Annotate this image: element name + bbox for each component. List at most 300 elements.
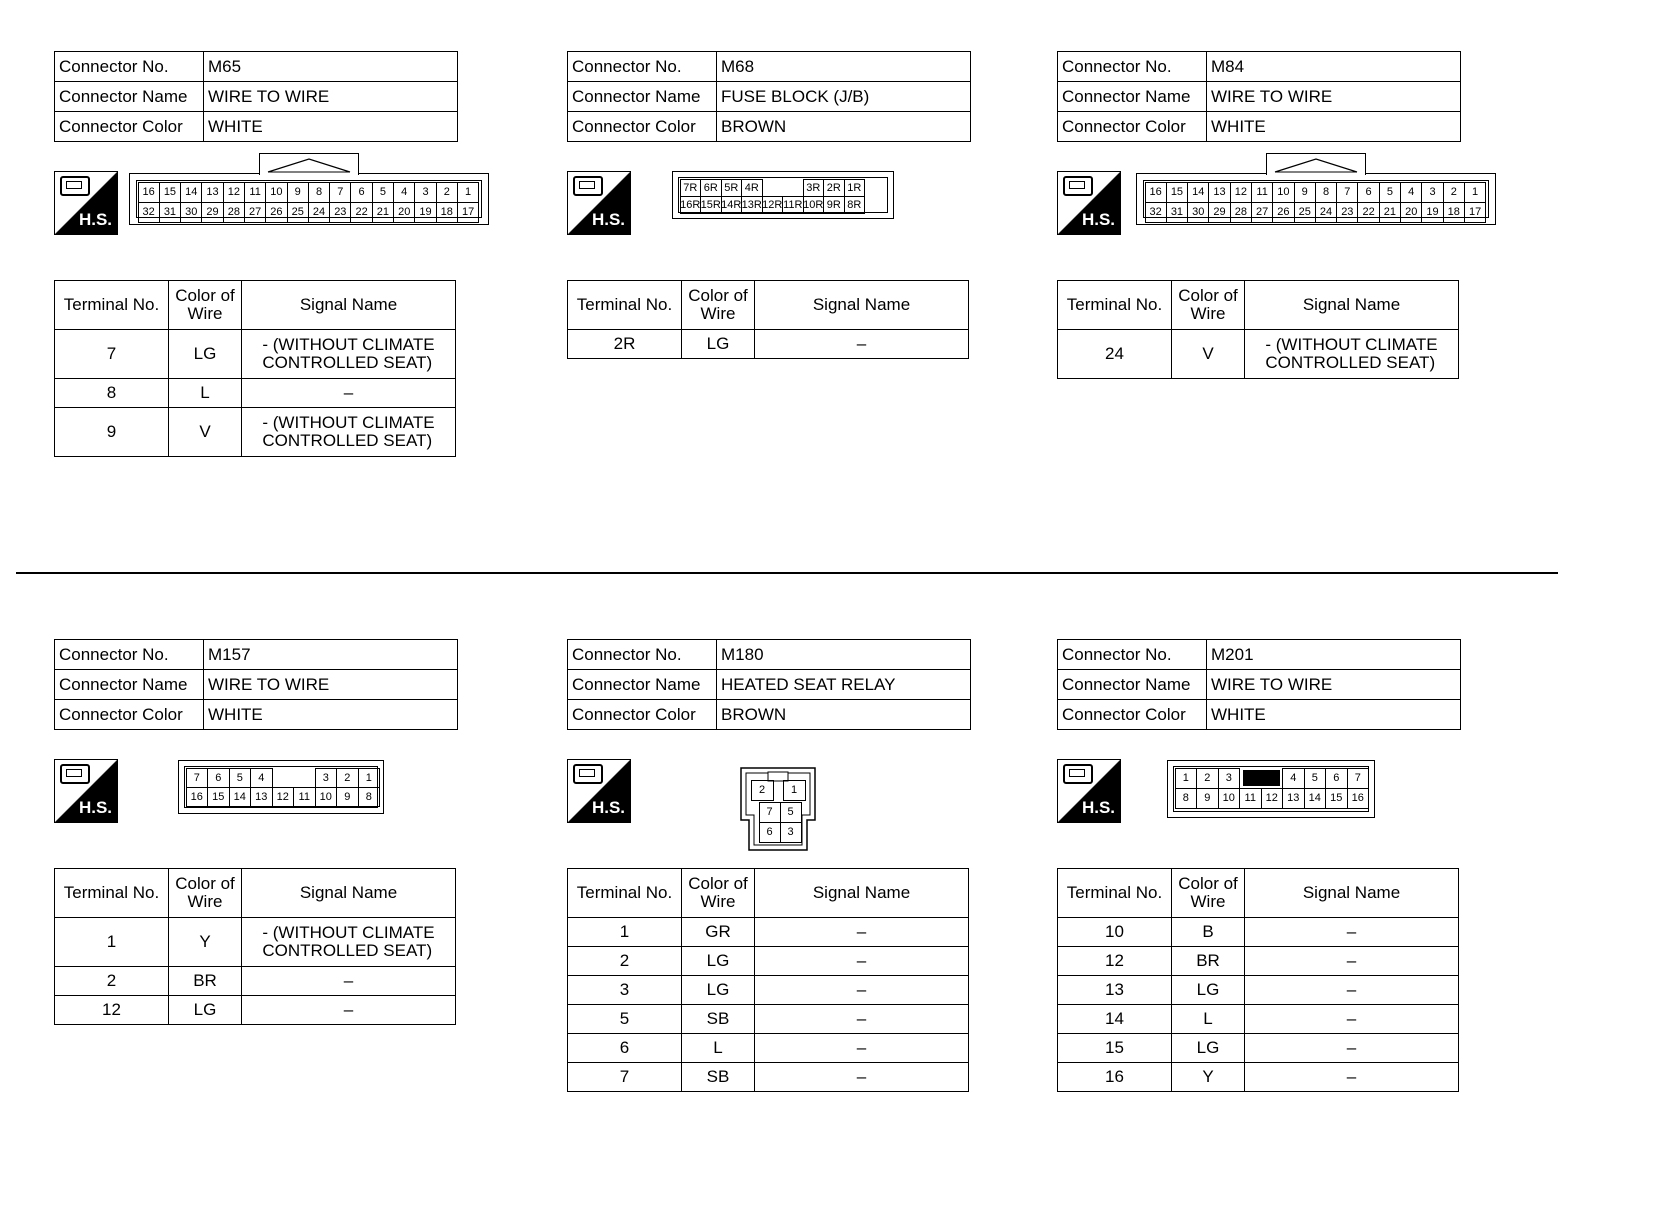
signal-name-header: Signal Name	[1245, 869, 1459, 918]
pin-cell: 18	[436, 202, 458, 223]
terminal-no-header: Terminal No.	[55, 281, 169, 330]
pin-cell: 9	[336, 787, 359, 807]
connector-name-value: FUSE BLOCK (J/B)	[717, 82, 971, 112]
info-row	[568, 52, 971, 82]
connector-name-value: WIRE TO WIRE	[1207, 670, 1461, 700]
pin-cell: 26	[1272, 202, 1294, 223]
pin-cell: 2	[1196, 768, 1219, 789]
connector-color-value: WHITE	[204, 112, 458, 142]
pin-cell: 4	[1400, 182, 1422, 203]
table-row	[1058, 918, 1459, 947]
pin-cell: 9	[1196, 788, 1219, 809]
connector-block-m180	[567, 639, 977, 1086]
signal-name-text	[857, 1010, 866, 1028]
pin-cell: 10	[1272, 182, 1294, 203]
signal-name-line1: –	[856, 1067, 867, 1086]
signal-name-cell	[1245, 1034, 1459, 1063]
pin-cell: 20	[393, 202, 415, 223]
signal-name-line2: CONTROLLED SEAT)	[262, 941, 433, 960]
info-row	[1058, 670, 1461, 700]
harness-side-icon	[567, 759, 631, 823]
wire-color-cell: LG	[682, 947, 755, 976]
color-of-wire-header-line2: Wire	[700, 304, 736, 323]
connector-name-value: WIRE TO WIRE	[204, 670, 458, 700]
pin-cell: 22	[350, 202, 372, 223]
terminal-no-cell: 8	[55, 379, 169, 408]
pin-cell: 7	[186, 768, 209, 788]
wire-color-cell: BR	[1172, 947, 1245, 976]
pin-cell: 12	[1230, 182, 1252, 203]
connector-name-value: WIRE TO WIRE	[204, 82, 458, 112]
color-of-wire-header-line1: Color of	[1178, 874, 1238, 893]
connector-face	[129, 173, 489, 225]
pin-cell: 8	[308, 182, 330, 203]
signal-name-cell	[755, 1063, 969, 1092]
pin-cell: 11	[1239, 788, 1262, 809]
pin-cell: 19	[414, 202, 436, 223]
table-row	[55, 918, 456, 967]
wire-color-cell: LG	[169, 330, 242, 379]
pin-cell: 1	[358, 768, 381, 788]
terminal-no-cell: 10	[1058, 918, 1172, 947]
signal-name-text	[857, 981, 866, 999]
pin-cell: 4	[250, 768, 273, 788]
pin-cell: 18	[1443, 202, 1465, 223]
pin-cell: 8	[1315, 182, 1337, 203]
signal-name-text	[857, 1068, 866, 1086]
pin-cell: 1	[783, 780, 806, 801]
signal-name-cell	[242, 330, 456, 379]
pin-blank-slot	[272, 768, 316, 788]
section-divider	[16, 572, 1558, 574]
pin-cell: 15	[1325, 788, 1348, 809]
wire-color-cell: V	[169, 408, 242, 457]
pin-cell: 14R	[721, 196, 743, 214]
connector-hand-icon	[1063, 764, 1093, 784]
connector-color-label: Connector Color	[568, 112, 717, 142]
pin-cell: 8	[358, 787, 381, 807]
color-of-wire-header-line2: Wire	[187, 304, 223, 323]
pin-cell: 13R	[741, 196, 763, 214]
info-row	[1058, 82, 1461, 112]
signal-name-header: Signal Name	[755, 281, 969, 330]
pin-cell: 19	[1421, 202, 1443, 223]
pin-cell: 32	[1145, 202, 1167, 223]
connector-name-value: HEATED SEAT RELAY	[717, 670, 971, 700]
terminal-no-cell: 14	[1058, 1005, 1172, 1034]
terminal-table-header	[1058, 281, 1459, 330]
info-row	[1058, 112, 1461, 142]
table-row	[568, 1034, 969, 1063]
pin-cell: 13	[250, 787, 273, 807]
pin-cell: 23	[329, 202, 351, 223]
pin-cell: 25	[1294, 202, 1316, 223]
signal-name-text	[344, 384, 353, 402]
info-row	[568, 670, 971, 700]
pin-cell: 16	[138, 182, 160, 203]
pin-cell: 12	[272, 787, 295, 807]
pin-cell: 14	[229, 787, 252, 807]
hs-label: H.S.	[591, 798, 625, 817]
pin-cell: 16	[1347, 788, 1370, 809]
wire-color-cell: BR	[169, 967, 242, 996]
pin-cell: 15R	[700, 196, 722, 214]
signal-name-cell	[242, 918, 456, 967]
table-row	[568, 947, 969, 976]
hs-label: H.S.	[78, 798, 112, 817]
signal-name-line1: –	[343, 383, 354, 402]
signal-name-cell	[1245, 330, 1459, 379]
terminal-no-cell: 1	[568, 918, 682, 947]
terminal-no-cell: 3	[568, 976, 682, 1005]
connector-color-value: WHITE	[1207, 700, 1461, 730]
signal-name-cell	[755, 976, 969, 1005]
terminal-table	[54, 280, 456, 457]
signal-name-text	[857, 1039, 866, 1057]
pin-cell: 1R	[844, 179, 866, 197]
table-row	[568, 1063, 969, 1092]
connector-hand-icon	[60, 764, 90, 784]
pin-cell: 9	[1294, 182, 1316, 203]
wire-color-cell: LG	[682, 976, 755, 1005]
pin-cell: 16	[1145, 182, 1167, 203]
terminal-table-header	[55, 869, 456, 918]
signal-name-cell	[1245, 1063, 1459, 1092]
terminal-no-cell: 12	[55, 996, 169, 1025]
connector-info-table	[567, 639, 971, 730]
pin-cell: 10	[315, 787, 338, 807]
wire-color-cell: L	[1172, 1005, 1245, 1034]
pin-cell: 7	[759, 802, 781, 823]
connector-hand-icon	[573, 764, 603, 784]
pin-cell: 7	[1336, 182, 1358, 203]
terminal-no-cell: 2	[568, 947, 682, 976]
pin-cell: 31	[159, 202, 181, 223]
info-row	[55, 112, 458, 142]
pin-cell: 6	[207, 768, 230, 788]
signal-name-line1: –	[1346, 980, 1357, 999]
pin-cell: 10R	[803, 196, 825, 214]
connector-color-value: WHITE	[1207, 112, 1461, 142]
terminal-no-cell: 12	[1058, 947, 1172, 976]
terminal-no-cell: 15	[1058, 1034, 1172, 1063]
connector-no-value: M180	[717, 640, 971, 670]
pin-cell: 11	[293, 787, 316, 807]
pin-cell: 9	[287, 182, 309, 203]
signal-name-line1: –	[856, 1038, 867, 1057]
pin-cell: 16R	[680, 196, 702, 214]
connector-face	[672, 171, 894, 219]
harness-side-icon	[54, 171, 118, 235]
wire-color-cell: LG	[1172, 1034, 1245, 1063]
terminal-table	[1057, 280, 1459, 379]
terminal-no-header: Terminal No.	[568, 869, 682, 918]
signal-name-text	[262, 336, 434, 372]
terminal-table-header	[568, 869, 969, 918]
wire-color-cell: LG	[169, 996, 242, 1025]
table-row	[568, 1005, 969, 1034]
signal-name-cell	[755, 947, 969, 976]
connector-hand-icon	[60, 176, 90, 196]
signal-name-line1: - (WITHOUT CLIMATE	[262, 335, 435, 354]
connector-name-label: Connector Name	[1058, 82, 1207, 112]
pin-cell: 5R	[721, 179, 743, 197]
connector-block-m65	[54, 51, 475, 450]
color-of-wire-header	[169, 281, 242, 330]
signal-name-line2: CONTROLLED SEAT)	[262, 431, 433, 450]
terminal-no-cell: 24	[1058, 330, 1172, 379]
info-row	[568, 640, 971, 670]
connector-color-label: Connector Color	[1058, 112, 1207, 142]
signal-name-line1: –	[856, 922, 867, 941]
wire-color-cell: LG	[682, 330, 755, 359]
pin-cell: 12R	[762, 196, 784, 214]
connector-no-value: M84	[1207, 52, 1461, 82]
pin-cell: 25	[287, 202, 309, 223]
signal-name-line1: –	[856, 1009, 867, 1028]
pin-cell: 4	[393, 182, 415, 203]
connector-info-table	[54, 639, 458, 730]
pin-grid	[1145, 182, 1486, 222]
connector-no-label: Connector No.	[568, 52, 717, 82]
pin-cell: 12	[223, 182, 245, 203]
signal-name-text	[1347, 923, 1356, 941]
signal-name-cell	[242, 408, 456, 457]
harness-side-icon	[567, 171, 631, 235]
pin-cell: 16	[186, 787, 209, 807]
terminal-table	[54, 868, 456, 1025]
info-row	[568, 700, 971, 730]
terminal-no-header: Terminal No.	[568, 281, 682, 330]
pin-cell: 10	[265, 182, 287, 203]
connector-name-label: Connector Name	[55, 670, 204, 700]
color-of-wire-header-line2: Wire	[1190, 892, 1226, 911]
info-row	[1058, 640, 1461, 670]
connector-name-label: Connector Name	[1058, 670, 1207, 700]
pin-cell: 5	[780, 802, 802, 823]
pin-cell: 21	[1379, 202, 1401, 223]
pin-cell: 3	[414, 182, 436, 203]
signal-name-text	[1347, 952, 1356, 970]
connector-color-label: Connector Color	[568, 700, 717, 730]
terminal-table-header	[568, 281, 969, 330]
connector-no-label: Connector No.	[568, 640, 717, 670]
info-row	[568, 82, 971, 112]
pin-cell: 1	[1175, 768, 1198, 789]
wire-color-cell: SB	[682, 1063, 755, 1092]
connector-no-label: Connector No.	[1058, 52, 1207, 82]
signal-name-line2: CONTROLLED SEAT)	[262, 353, 433, 372]
pin-cell: 30	[1187, 202, 1209, 223]
connector-face	[178, 760, 384, 814]
table-row	[55, 996, 456, 1025]
pin-cell: 5	[1379, 182, 1401, 203]
pin-grid	[759, 802, 801, 842]
connector-no-value: M157	[204, 640, 458, 670]
signal-name-line1: –	[856, 951, 867, 970]
pin-cell: 14	[1304, 788, 1327, 809]
harness-side-icon	[1057, 171, 1121, 235]
signal-name-cell	[1245, 947, 1459, 976]
signal-name-cell	[755, 330, 969, 359]
pin-cell: 2	[751, 780, 774, 801]
signal-name-text	[857, 335, 866, 353]
connector-block-m84	[1057, 51, 1482, 372]
pin-cell: 1	[1464, 182, 1486, 203]
color-of-wire-header	[1172, 869, 1245, 918]
signal-name-line1: –	[343, 1000, 354, 1019]
pin-cell: 8R	[844, 196, 866, 214]
pin-cell: 5	[229, 768, 252, 788]
pin-cell: 8	[1175, 788, 1198, 809]
pin-cell: 2	[1443, 182, 1465, 203]
pin-cell: 27	[1251, 202, 1273, 223]
wire-color-cell: L	[682, 1034, 755, 1063]
signal-name-cell	[755, 1034, 969, 1063]
pin-grid	[751, 780, 805, 800]
signal-name-header: Signal Name	[242, 281, 456, 330]
signal-name-line1: –	[856, 980, 867, 999]
pin-cell: 11	[244, 182, 266, 203]
info-row	[55, 700, 458, 730]
info-row	[55, 52, 458, 82]
color-of-wire-header-line2: Wire	[1190, 304, 1226, 323]
connector-latch	[259, 153, 359, 175]
connector-face	[739, 766, 805, 842]
pin-cell: 31	[1166, 202, 1188, 223]
terminal-no-cell: 7	[55, 330, 169, 379]
hs-label: H.S.	[78, 210, 112, 229]
color-of-wire-header	[169, 869, 242, 918]
signal-name-text	[1347, 1039, 1356, 1057]
connector-block-m201	[1057, 639, 1467, 1086]
pin-cell: 1	[457, 182, 479, 203]
pin-cell: 21	[372, 202, 394, 223]
terminal-no-header: Terminal No.	[1058, 869, 1172, 918]
hs-label: H.S.	[591, 210, 625, 229]
table-row	[1058, 976, 1459, 1005]
signal-name-line1: - (WITHOUT CLIMATE	[262, 413, 435, 432]
table-row	[1058, 1005, 1459, 1034]
connector-no-value: M201	[1207, 640, 1461, 670]
connector-no-value: M65	[204, 52, 458, 82]
table-row	[1058, 1034, 1459, 1063]
connector-hand-icon	[573, 176, 603, 196]
terminal-table	[1057, 868, 1459, 1092]
terminal-no-cell: 9	[55, 408, 169, 457]
pin-cell: 7	[329, 182, 351, 203]
table-row	[55, 408, 456, 457]
pin-cell: 28	[1230, 202, 1252, 223]
pin-cell: 6	[1357, 182, 1379, 203]
pin-cell: 27	[244, 202, 266, 223]
signal-name-line1: –	[343, 971, 354, 990]
signal-name-line1: –	[1346, 951, 1357, 970]
pin-cell: 13	[201, 182, 223, 203]
signal-name-cell	[242, 996, 456, 1025]
table-row	[568, 330, 969, 359]
signal-name-text	[262, 924, 434, 960]
wire-color-cell: SB	[682, 1005, 755, 1034]
signal-name-line1: –	[1346, 1067, 1357, 1086]
signal-name-line1: –	[1346, 1009, 1357, 1028]
connector-info-table	[1057, 51, 1461, 142]
signal-name-text	[262, 414, 434, 450]
pin-cell: 22	[1357, 202, 1379, 223]
pin-cell: 3	[1218, 768, 1241, 789]
pin-blank-slot	[762, 179, 804, 197]
color-of-wire-header	[1172, 281, 1245, 330]
signal-name-cell	[1245, 1005, 1459, 1034]
color-of-wire-header-line1: Color of	[175, 874, 235, 893]
pin-cell: 3	[1421, 182, 1443, 203]
table-row	[55, 967, 456, 996]
signal-name-cell	[242, 379, 456, 408]
pin-cell: 3	[315, 768, 338, 788]
table-row	[1058, 1063, 1459, 1092]
table-row	[568, 976, 969, 1005]
connector-block-m157	[54, 639, 464, 1019]
signal-name-cell	[1245, 976, 1459, 1005]
color-of-wire-header-line1: Color of	[688, 874, 748, 893]
info-row	[1058, 700, 1461, 730]
pin-cell: 6R	[700, 179, 722, 197]
pin-cell: 32	[138, 202, 160, 223]
pin-cell: 15	[207, 787, 230, 807]
table-row	[1058, 330, 1459, 379]
pin-cell: 29	[1208, 202, 1230, 223]
pin-grid	[680, 179, 865, 213]
pin-cell: 5	[1304, 768, 1327, 789]
pin-cell: 7R	[680, 179, 702, 197]
terminal-no-header: Terminal No.	[55, 869, 169, 918]
signal-name-header: Signal Name	[242, 869, 456, 918]
signal-name-text	[1265, 336, 1437, 372]
terminal-no-header: Terminal No.	[1058, 281, 1172, 330]
pin-grid	[138, 182, 479, 222]
pin-cell: 24	[1315, 202, 1337, 223]
harness-side-icon	[54, 759, 118, 823]
terminal-no-cell: 16	[1058, 1063, 1172, 1092]
signal-name-cell	[242, 967, 456, 996]
table-row	[568, 918, 969, 947]
connector-face	[1136, 173, 1496, 225]
pin-cell: 10	[1218, 788, 1241, 809]
connector-name-label: Connector Name	[568, 670, 717, 700]
pin-cell: 5	[372, 182, 394, 203]
pin-cell: 4R	[741, 179, 763, 197]
connector-no-value: M68	[717, 52, 971, 82]
info-row	[55, 640, 458, 670]
terminal-table-header	[1058, 869, 1459, 918]
pin-cell: 12	[1261, 788, 1284, 809]
signal-name-line1: –	[1346, 1038, 1357, 1057]
pin-cell: 11	[1251, 182, 1273, 203]
color-of-wire-header	[682, 281, 755, 330]
pin-cell: 7	[1347, 768, 1370, 789]
connector-color-label: Connector Color	[55, 700, 204, 730]
pin-cell: 15	[159, 182, 181, 203]
wire-color-cell: LG	[1172, 976, 1245, 1005]
pin-cell: 14	[180, 182, 202, 203]
harness-side-icon	[1057, 759, 1121, 823]
connector-no-label: Connector No.	[55, 52, 204, 82]
info-row	[568, 112, 971, 142]
hs-label: H.S.	[1081, 210, 1115, 229]
connector-color-value: WHITE	[204, 700, 458, 730]
wire-color-cell: L	[169, 379, 242, 408]
pin-cell: 28	[223, 202, 245, 223]
